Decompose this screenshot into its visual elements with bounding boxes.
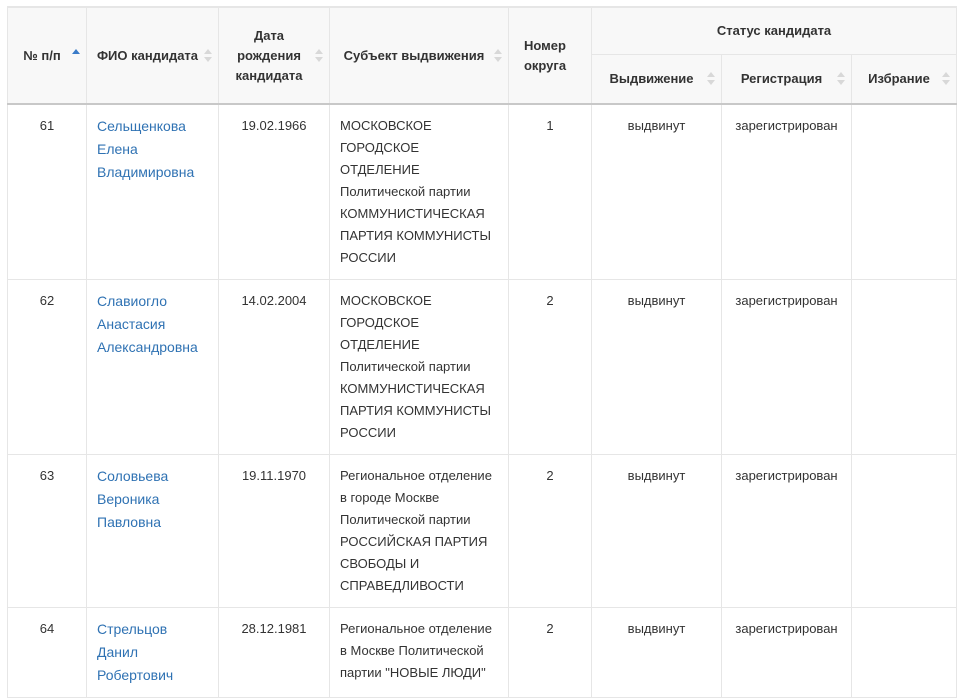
row-dob: 19.11.1970 [219,455,330,608]
header-district-label: Номер округа [523,37,567,73]
candidate-name-link[interactable]: Славиогло Анастасия Александровна [97,293,198,355]
header-subject-label: Субъект выдвижения [343,47,485,63]
row-election [852,455,957,608]
header-dob-label: Дата рождения кандидата [235,27,303,83]
sort-icon[interactable] [315,49,323,63]
row-district: 1 [509,104,592,280]
sort-icon[interactable] [707,72,715,86]
row-registration: зарегистрирован [722,608,852,698]
row-name-cell [87,608,219,698]
row-election [852,280,957,455]
candidates-table [7,6,957,698]
header-district[interactable] [509,7,592,104]
sort-asc-icon[interactable] [72,49,80,63]
table-row [8,608,957,698]
table-row [8,455,957,608]
candidate-name-link[interactable]: Стрельцов Данил Робертович [97,621,174,683]
header-name-label: ФИО кандидата [96,47,199,63]
header-election-label: Избрание [868,71,930,86]
row-name-cell [87,280,219,455]
header-nomination[interactable] [592,55,722,105]
row-subject: Региональное отделение в городе Москве Политической партии РОССИЙСКАЯ ПАРТИЯ СВОБОДЫ И СПРАВЕДЛИВОСТИ [330,455,509,608]
sort-icon[interactable] [204,49,212,63]
sort-icon[interactable] [942,72,950,86]
row-subject: МОСКОВСКОЕ ГОРОДСКОЕ ОТДЕЛЕНИЕ Политической партии КОММУНИСТИЧЕСКАЯ ПАРТИЯ КОММУНИСТЫ РОССИИ [330,104,509,280]
row-dob: 14.02.2004 [219,280,330,455]
header-num-label: № п/п [23,47,61,63]
table-row [8,104,957,280]
candidate-name-link[interactable]: Сельщенкова Елена Владимировна [97,118,195,180]
header-status-label: Статус кандидата [716,23,832,38]
table-row [8,280,957,455]
row-registration: зарегистрирован [722,455,852,608]
row-nomination: выдвинут [592,455,722,608]
header-registration-label: Регистрация [740,71,823,86]
row-num: 63 [8,455,87,608]
header-num[interactable] [8,7,87,104]
sort-icon[interactable] [494,49,502,63]
header-subject[interactable] [330,7,509,104]
header-election[interactable] [852,55,957,105]
sort-icon[interactable] [837,72,845,86]
header-status [592,7,957,55]
row-nomination: выдвинут [592,280,722,455]
header-dob[interactable] [219,7,330,104]
row-district: 2 [509,608,592,698]
header-name[interactable] [87,7,219,104]
row-nomination: выдвинут [592,608,722,698]
row-registration: зарегистрирован [722,104,852,280]
row-election [852,104,957,280]
row-district: 2 [509,455,592,608]
header-nomination-label: Выдвижение [609,71,694,86]
row-district: 2 [509,280,592,455]
row-dob: 19.02.1966 [219,104,330,280]
row-num: 64 [8,608,87,698]
row-subject: Региональное отделение в Москве Политической партии "НОВЫЕ ЛЮДИ" [330,608,509,698]
row-dob: 28.12.1981 [219,608,330,698]
row-subject: МОСКОВСКОЕ ГОРОДСКОЕ ОТДЕЛЕНИЕ Политической партии КОММУНИСТИЧЕСКАЯ ПАРТИЯ КОММУНИСТЫ РОССИИ [330,280,509,455]
candidate-name-link[interactable]: Соловьева Вероника Павловна [97,468,169,530]
header-registration[interactable] [722,55,852,105]
row-registration: зарегистрирован [722,280,852,455]
row-num: 61 [8,104,87,280]
row-name-cell [87,104,219,280]
row-num: 62 [8,280,87,455]
row-nomination: выдвинут [592,104,722,280]
row-election [852,608,957,698]
row-name-cell [87,455,219,608]
